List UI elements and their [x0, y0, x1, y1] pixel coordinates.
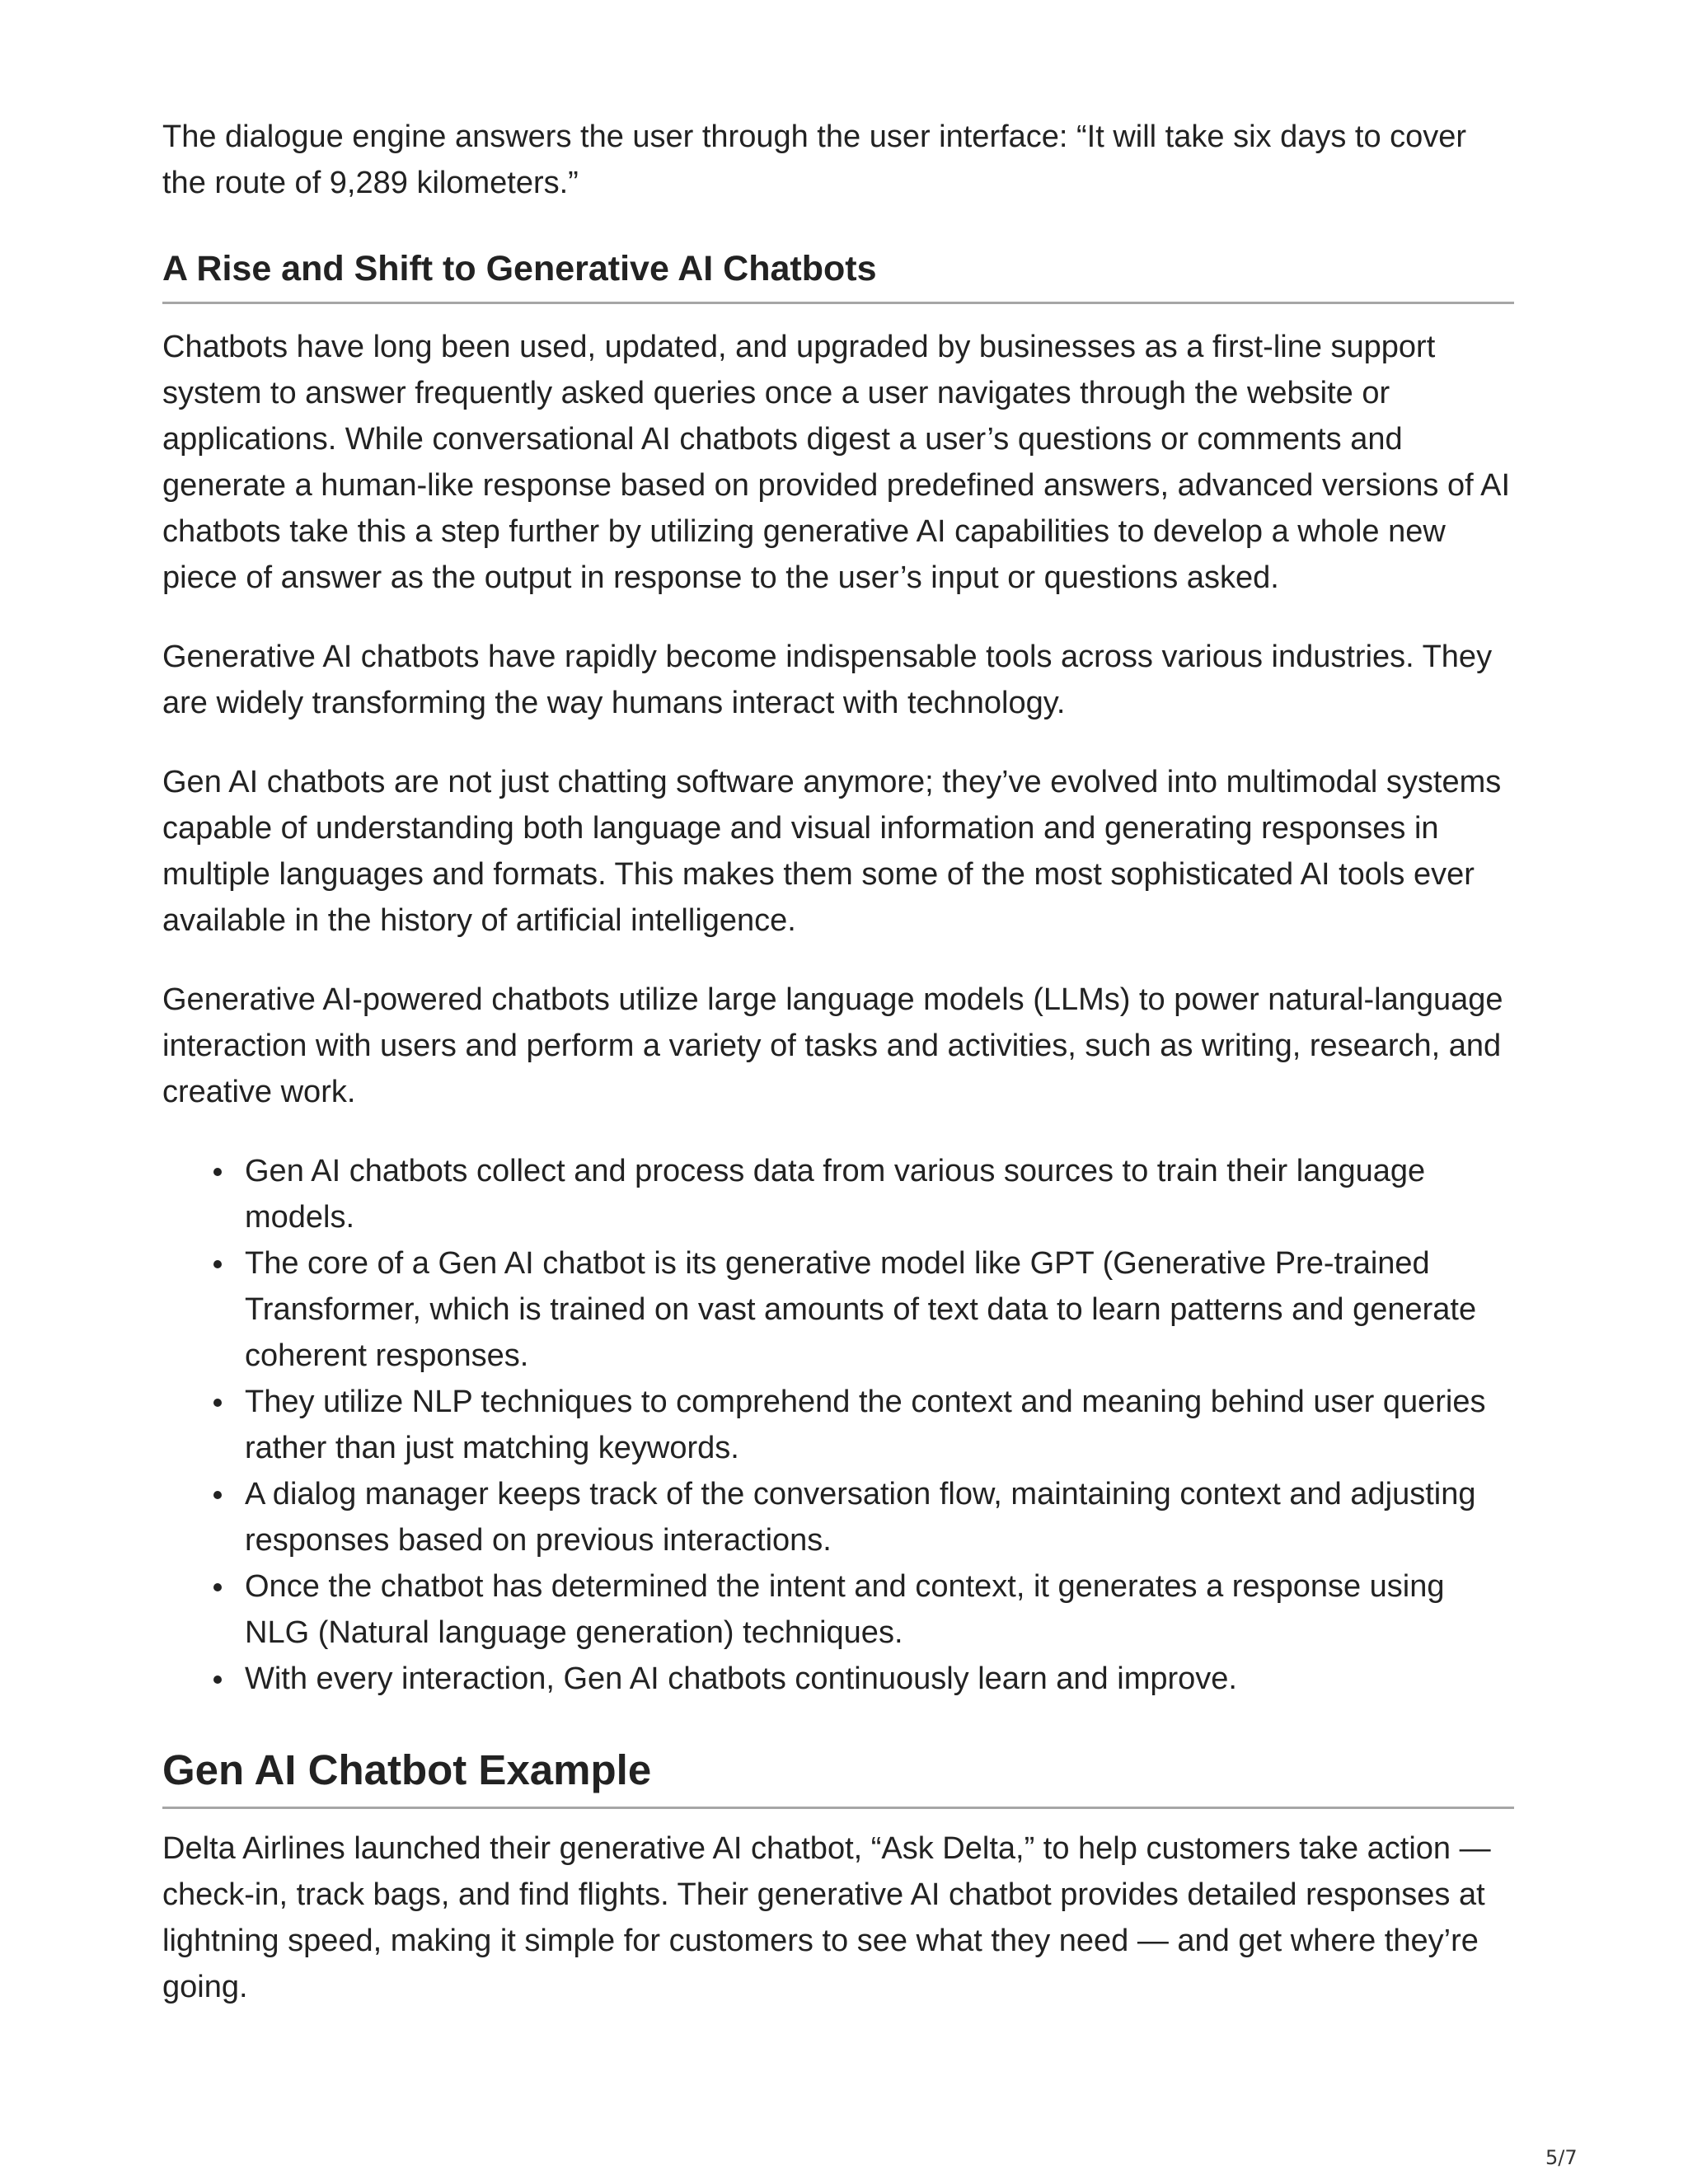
list-item: Once the chatbot has determined the intent and context, it generates a response using NLG (Natural language generation) techniques.: [245, 1563, 1514, 1656]
list-item: They utilize NLP techniques to comprehend the context and meaning behind user queries rather than just matching keywords.: [245, 1379, 1514, 1471]
paragraph-delta-airlines: Delta Airlines launched their generative AI chatbot, “Ask Delta,” to help customers take action — check-in, track bags, and find flights. Their generative AI chatbot provides detailed responses at lightning speed, making it simple for customers to see what they need — and get where they’re going.: [162, 1831, 1491, 2004]
bullet-icon: [213, 1675, 222, 1684]
page-number: 5/7: [1545, 2146, 1578, 2169]
bullet-icon: [213, 1583, 222, 1591]
heading-divider: [162, 1807, 1514, 1809]
section-chatbot-example: [162, 1742, 1514, 2010]
bullet-icon: [213, 1491, 222, 1499]
bullet-icon: [213, 1168, 222, 1176]
paragraph-multimodal: Gen AI chatbots are not just chatting software anymore; they’ve evolved into multimodal systems capable of understanding both language and visual information and generating responses in multiple languages and formats. This makes them some of the most sophisticated AI tools ever available in the history of artificial intelligence.: [162, 765, 1502, 938]
bullet-icon: [213, 1399, 222, 1407]
bullet-icon: [213, 1260, 222, 1268]
list-item: A dialog manager keeps track of the conversation flow, maintaining context and adjusting responses based on previous interactions.: [245, 1471, 1514, 1563]
bullet-list: [162, 1148, 1514, 1702]
paragraph-chatbots-history: Chatbots have long been used, updated, and upgraded by businesses as a first-line support system to answer frequently asked queries once a user navigates through the website or applications. While conversational AI chatbots digest a user’s questions or comments and generate a human-like response based on provided predefined answers, advanced versions of AI chatbots take this a step further by utilizing generative AI capabilities to develop a whole new piece of answer as the output in response to the user’s input or questions asked.: [162, 330, 1511, 595]
paragraph-indispensable-tools: Generative AI chatbots have rapidly become indispensable tools across various industries. They are widely transforming the way humans interact with technology.: [162, 640, 1493, 720]
section-heading-example: Gen AI Chatbot Example: [162, 1746, 652, 1793]
section-rise-generative-ai: [162, 244, 1514, 1702]
list-item: With every interaction, Gen AI chatbots continuously learn and improve.: [245, 1656, 1514, 1702]
list-item: The core of a Gen AI chatbot is its generative model like GPT (Generative Pre-trained Transformer, which is trained on vast amounts of text data to learn patterns and generate coherent responses.: [245, 1240, 1514, 1379]
list-item: Gen AI chatbots collect and process data from various sources to train their language models.: [245, 1148, 1514, 1240]
section-heading-rise: A Rise and Shift to Generative AI Chatbots: [162, 249, 877, 288]
paragraph-llms: Generative AI-powered chatbots utilize large language models (LLMs) to power natural-language interaction with users and perform a variety of tasks and activities, such as writing, research, and creative work.: [162, 982, 1503, 1109]
heading-divider: [162, 302, 1514, 304]
intro-paragraph: The dialogue engine answers the user through the user interface: “It will take six days to cover the route of 9,289 kilometers.”: [162, 120, 1467, 200]
